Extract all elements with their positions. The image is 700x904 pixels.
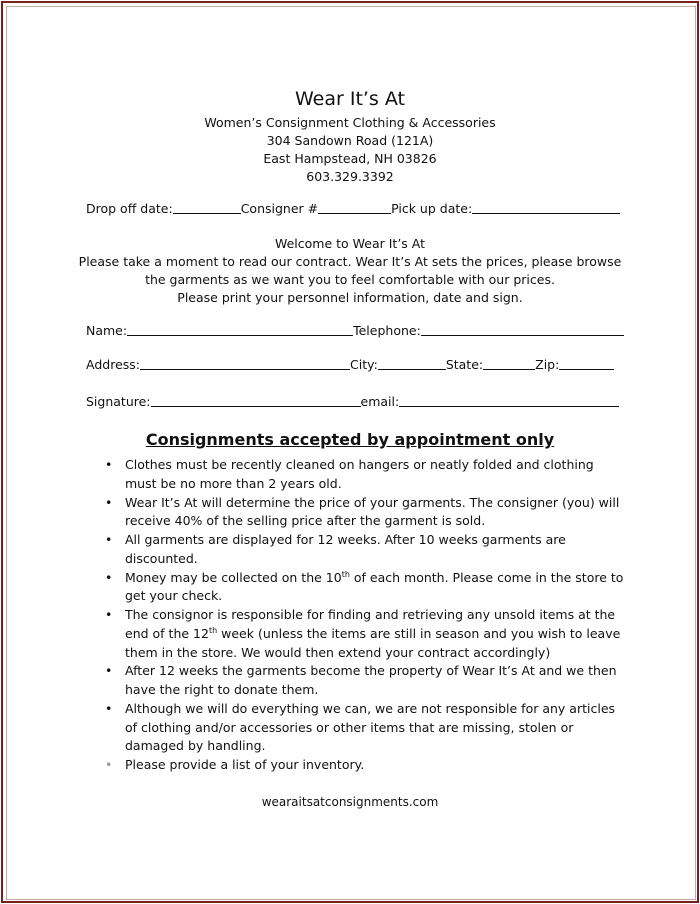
bullet-icon: • <box>105 607 113 623</box>
terms-list <box>104 456 624 775</box>
welcome-line: Please print your personnel information, date and sign. <box>177 290 523 305</box>
list-item: • The consignor is responsible for finding and retrieving any unsold items at the end of the 12th week (unless the items are still in season and you wish to leave them in the store. We would then extend your contract accordingly) <box>105 607 621 660</box>
consigner-label: Consigner # <box>240 201 319 216</box>
consigner-field[interactable] <box>318 201 391 214</box>
email-label: email: <box>360 394 400 409</box>
list-item: • Please provide a list of your inventory. <box>104 756 624 775</box>
name-field[interactable] <box>127 323 353 336</box>
page-title: Wear It’s At <box>294 88 405 110</box>
address-label: Address: <box>86 357 140 372</box>
city-label: City: <box>350 357 378 372</box>
name-row <box>86 323 624 338</box>
list-item: • All garments are displayed for 12 weeks. After 10 weeks garments are discounted. <box>105 532 566 566</box>
bullet-icon: • <box>105 494 113 510</box>
list-item: • Clothes must be recently cleaned on hangers or neatly folded and clothing must be no more than 2 years old. <box>105 457 594 491</box>
zip-label: Zip: <box>535 357 560 372</box>
email-field[interactable] <box>399 394 619 407</box>
pick-up-field[interactable] <box>472 201 620 214</box>
address-row <box>86 357 614 372</box>
store-phone: 603.329.3392 <box>306 169 394 184</box>
list-item: • Money may be collected on the 10th of each month. Please come in the store to get your check. <box>105 569 624 604</box>
signature-field[interactable] <box>151 394 361 407</box>
telephone-field[interactable] <box>421 323 624 336</box>
telephone-label: Telephone: <box>353 323 421 338</box>
city-field[interactable] <box>378 357 446 370</box>
bullet-icon: • <box>105 569 113 585</box>
list-item: • After 12 weeks the garments become the property of Wear It’s At and we then have the right to donate them. <box>105 663 617 698</box>
list-item: • Although we will do everything we can, we are not responsible for any articles of clothing and/or accessories or other items that are missing, stolen or damaged by handling. <box>105 701 616 754</box>
bullet-icon: • <box>105 663 113 679</box>
bullet-icon: • <box>105 757 113 773</box>
welcome-heading: Welcome to Wear It’s At <box>274 236 426 251</box>
bullet-icon: • <box>105 457 113 472</box>
zip-field[interactable] <box>559 357 614 370</box>
section-heading: Consignments accepted by appointment only <box>145 430 555 449</box>
drop-off-label: Drop off date: <box>86 201 173 216</box>
store-subtitle: Women’s Consignment Clothing & Accessories <box>204 115 496 130</box>
signature-row <box>86 394 619 409</box>
address-field[interactable] <box>140 357 350 370</box>
welcome-line: the garments as we want you to feel comfortable with our prices. <box>145 272 555 287</box>
list-item: • Wear It’s At will determine the price of your garments. The consigner (you) will receive 40% of the selling price after the garment is sold. <box>105 494 620 529</box>
dates-row <box>86 201 620 216</box>
name-label: Name: <box>86 323 128 338</box>
signature-label: Signature: <box>86 394 151 409</box>
welcome-line: Please take a moment to read our contract. Wear It’s At sets the prices, please browse <box>78 254 622 269</box>
state-field[interactable] <box>483 357 535 370</box>
drop-off-field[interactable] <box>173 201 241 214</box>
state-label: State: <box>445 357 484 372</box>
pick-up-label: Pick up date: <box>391 201 473 216</box>
bullet-icon: • <box>105 532 113 548</box>
website-url: wearaitsatconsignments.com <box>261 795 439 809</box>
bullet-icon: • <box>105 701 113 717</box>
store-address: 304 Sandown Road (121A) <box>266 133 434 148</box>
store-city: East Hampstead, NH 03826 <box>263 151 437 166</box>
